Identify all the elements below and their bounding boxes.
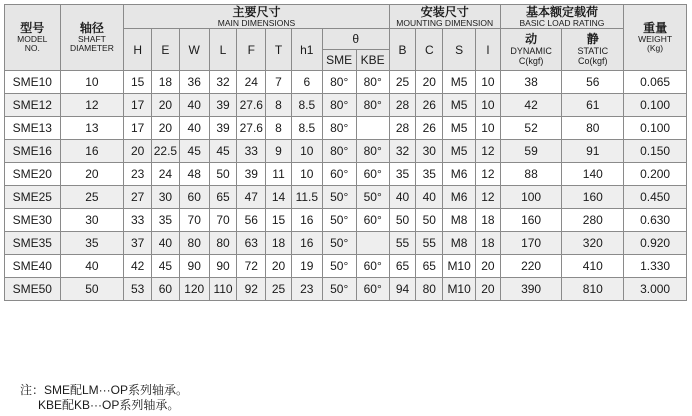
- note-line-1: 注：SME配LM···OP系列轴承。: [20, 383, 189, 397]
- table-row: [5, 278, 687, 301]
- cell-sta: 61: [562, 94, 624, 117]
- cell-l: 39: [209, 94, 237, 117]
- cell-c: 20: [416, 71, 443, 94]
- cell-sme: 80°: [322, 117, 356, 140]
- header-shaft-en2: DIAMETER: [69, 43, 114, 53]
- cell-h: 15: [124, 71, 152, 94]
- cell-l: 12: [476, 163, 501, 186]
- cell-l: 10: [476, 94, 501, 117]
- header-shaft-zh: 轴径: [79, 21, 104, 35]
- cell-w: 48: [179, 163, 209, 186]
- cell-t: 8: [266, 94, 292, 117]
- cell-sme: 50°: [322, 255, 356, 278]
- cell-model: SME13: [5, 117, 61, 140]
- header-mount-s: S: [443, 29, 476, 71]
- header-main-en: MAIN DIMENSIONS: [217, 17, 296, 28]
- cell-s: M5: [443, 140, 476, 163]
- cell-dyn: 59: [500, 140, 562, 163]
- cell-w: 120: [179, 278, 209, 301]
- header-main-dimensions: [124, 5, 389, 29]
- cell-t: 8: [266, 117, 292, 140]
- table-row: [5, 209, 687, 232]
- header-dim-t: T: [266, 29, 292, 71]
- cell-sta: 91: [562, 140, 624, 163]
- cell-l: 50: [209, 163, 237, 186]
- header-mounting-en: MOUNTING DIMENSION: [396, 17, 494, 28]
- header-dynamic-en2: C(kgf): [518, 56, 544, 66]
- cell-c: 50: [416, 209, 443, 232]
- cell-b: 50: [389, 209, 416, 232]
- cell-s: M10: [443, 255, 476, 278]
- cell-b: 35: [389, 163, 416, 186]
- cell-b: 28: [389, 117, 416, 140]
- cell-w: 90: [179, 255, 209, 278]
- cell-e: 20: [152, 94, 180, 117]
- cell-model: SME50: [5, 278, 61, 301]
- cell-l: 20: [476, 278, 501, 301]
- cell-h1: 6: [291, 71, 322, 94]
- cell-h1: 8.5: [291, 117, 322, 140]
- cell-t: 18: [266, 232, 292, 255]
- spec-table: [4, 4, 687, 301]
- cell-sme: 50°: [322, 186, 356, 209]
- cell-d: 10: [60, 71, 124, 94]
- cell-b: 32: [389, 140, 416, 163]
- cell-s: M5: [443, 71, 476, 94]
- notes: [20, 383, 188, 413]
- cell-e: 60: [152, 278, 180, 301]
- cell-l: 90: [209, 255, 237, 278]
- cell-f: 63: [237, 232, 266, 255]
- header-theta-sme: SME: [322, 50, 356, 71]
- cell-h: 53: [124, 278, 152, 301]
- cell-sta: 160: [562, 186, 624, 209]
- cell-f: 24: [237, 71, 266, 94]
- cell-wt: 1.330: [624, 255, 687, 278]
- cell-l: 12: [476, 186, 501, 209]
- cell-t: 9: [266, 140, 292, 163]
- cell-model: SME16: [5, 140, 61, 163]
- cell-w: 36: [179, 71, 209, 94]
- cell-dyn: 160: [500, 209, 562, 232]
- cell-l: 10: [476, 71, 501, 94]
- cell-w: 40: [179, 94, 209, 117]
- cell-c: 30: [416, 140, 443, 163]
- cell-f: 47: [237, 186, 266, 209]
- header-weight-en2: (Kg): [647, 43, 664, 53]
- cell-e: 20: [152, 117, 180, 140]
- cell-kbe: 80°: [356, 94, 389, 117]
- cell-b: 94: [389, 278, 416, 301]
- header-shaft-en1: SHAFT: [77, 34, 106, 44]
- cell-s: M5: [443, 94, 476, 117]
- cell-s: M5: [443, 117, 476, 140]
- cell-f: 72: [237, 255, 266, 278]
- cell-l: 39: [209, 117, 237, 140]
- cell-t: 20: [266, 255, 292, 278]
- table-row: [5, 255, 687, 278]
- cell-l: 10: [476, 117, 501, 140]
- cell-wt: 3.000: [624, 278, 687, 301]
- cell-e: 35: [152, 209, 180, 232]
- cell-sta: 410: [562, 255, 624, 278]
- cell-w: 60: [179, 186, 209, 209]
- cell-c: 65: [416, 255, 443, 278]
- cell-dyn: 220: [500, 255, 562, 278]
- cell-l: 18: [476, 232, 501, 255]
- cell-e: 40: [152, 232, 180, 255]
- cell-kbe: 50°: [356, 186, 389, 209]
- cell-b: 25: [389, 71, 416, 94]
- cell-t: 11: [266, 163, 292, 186]
- cell-l: 70: [209, 209, 237, 232]
- table-row: [5, 71, 687, 94]
- table-row: [5, 186, 687, 209]
- cell-kbe: 60°: [356, 278, 389, 301]
- header-dim-f: F: [237, 29, 266, 71]
- cell-h1: 19: [291, 255, 322, 278]
- cell-h1: 16: [291, 209, 322, 232]
- header-load-rating: [500, 5, 623, 29]
- cell-w: 45: [179, 140, 209, 163]
- header-static-en1: STATIC: [577, 46, 609, 56]
- cell-sme: 80°: [322, 140, 356, 163]
- cell-sta: 810: [562, 278, 624, 301]
- cell-b: 65: [389, 255, 416, 278]
- cell-dyn: 390: [500, 278, 562, 301]
- cell-dyn: 52: [500, 117, 562, 140]
- header-static-zh: 静: [586, 32, 599, 46]
- cell-wt: 0.100: [624, 117, 687, 140]
- cell-h1: 11.5: [291, 186, 322, 209]
- cell-wt: 0.920: [624, 232, 687, 255]
- cell-sme: 50°: [322, 278, 356, 301]
- table-row: [5, 140, 687, 163]
- table-row: [5, 232, 687, 255]
- note-line-2: KBE配KB···OP系列轴承。: [38, 398, 180, 412]
- cell-s: M8: [443, 209, 476, 232]
- header-dim-h1: h1: [291, 29, 322, 71]
- cell-c: 26: [416, 117, 443, 140]
- cell-c: 40: [416, 186, 443, 209]
- cell-wt: 0.200: [624, 163, 687, 186]
- cell-dyn: 88: [500, 163, 562, 186]
- cell-e: 22.5: [152, 140, 180, 163]
- cell-dyn: 38: [500, 71, 562, 94]
- cell-b: 55: [389, 232, 416, 255]
- cell-sme: 50°: [322, 232, 356, 255]
- header-mount-b: B: [389, 29, 416, 71]
- cell-sme: 50°: [322, 209, 356, 232]
- cell-sme: 80°: [322, 71, 356, 94]
- cell-l: 18: [476, 209, 501, 232]
- header-model-en1: MODEL: [17, 34, 48, 44]
- cell-h1: 8.5: [291, 94, 322, 117]
- cell-h: 17: [124, 94, 152, 117]
- cell-w: 80: [179, 232, 209, 255]
- header-load-en: BASIC LOAD RATING: [519, 17, 605, 28]
- cell-t: 7: [266, 71, 292, 94]
- header-mount-l: l: [476, 29, 501, 71]
- cell-l: 45: [209, 140, 237, 163]
- cell-l: 20: [476, 255, 501, 278]
- cell-sta: 320: [562, 232, 624, 255]
- cell-model: SME30: [5, 209, 61, 232]
- cell-d: 50: [60, 278, 124, 301]
- header-mounting-zh: 安装尺寸: [420, 4, 469, 19]
- cell-s: M6: [443, 163, 476, 186]
- cell-h: 20: [124, 140, 152, 163]
- cell-model: SME35: [5, 232, 61, 255]
- cell-w: 70: [179, 209, 209, 232]
- header-mounting-dimension: [389, 5, 500, 29]
- cell-f: 33: [237, 140, 266, 163]
- cell-model: SME10: [5, 71, 61, 94]
- cell-wt: 0.450: [624, 186, 687, 209]
- header-dim-h: H: [124, 29, 152, 71]
- cell-d: 40: [60, 255, 124, 278]
- cell-c: 35: [416, 163, 443, 186]
- header-model: [5, 5, 61, 71]
- cell-sme: 80°: [322, 94, 356, 117]
- cell-h: 27: [124, 186, 152, 209]
- cell-s: M10: [443, 278, 476, 301]
- table-row: [5, 94, 687, 117]
- cell-model: SME25: [5, 186, 61, 209]
- cell-l: 65: [209, 186, 237, 209]
- cell-w: 40: [179, 117, 209, 140]
- cell-kbe: 80°: [356, 140, 389, 163]
- cell-f: 92: [237, 278, 266, 301]
- cell-h: 37: [124, 232, 152, 255]
- cell-f: 27.6: [237, 94, 266, 117]
- cell-dyn: 42: [500, 94, 562, 117]
- cell-e: 18: [152, 71, 180, 94]
- header-main-zh: 主要尺寸: [232, 4, 281, 19]
- cell-sta: 280: [562, 209, 624, 232]
- table-row: [5, 117, 687, 140]
- cell-h1: 10: [291, 140, 322, 163]
- cell-c: 55: [416, 232, 443, 255]
- cell-sta: 140: [562, 163, 624, 186]
- header-dim-l: L: [209, 29, 237, 71]
- cell-model: SME12: [5, 94, 61, 117]
- cell-b: 40: [389, 186, 416, 209]
- cell-kbe: [356, 232, 389, 255]
- cell-e: 30: [152, 186, 180, 209]
- header-dynamic-en1: DYNAMIC: [510, 46, 552, 56]
- header-weight-en1: WEIGHT: [638, 34, 673, 44]
- header-static: [562, 29, 624, 71]
- header-weight-zh: 重量: [643, 21, 668, 35]
- header-static-en2: Co(kgf): [578, 56, 608, 66]
- cell-e: 45: [152, 255, 180, 278]
- cell-d: 16: [60, 140, 124, 163]
- cell-b: 28: [389, 94, 416, 117]
- cell-dyn: 170: [500, 232, 562, 255]
- cell-d: 13: [60, 117, 124, 140]
- header-model-en2: NO.: [24, 43, 40, 53]
- cell-f: 56: [237, 209, 266, 232]
- cell-h1: 16: [291, 232, 322, 255]
- cell-d: 30: [60, 209, 124, 232]
- cell-l: 12: [476, 140, 501, 163]
- cell-kbe: [356, 117, 389, 140]
- cell-d: 12: [60, 94, 124, 117]
- cell-t: 14: [266, 186, 292, 209]
- header-model-zh: 型号: [20, 21, 45, 35]
- cell-h: 42: [124, 255, 152, 278]
- header-dim-w: W: [179, 29, 209, 71]
- cell-h1: 23: [291, 278, 322, 301]
- header-mount-c: C: [416, 29, 443, 71]
- cell-l: 110: [209, 278, 237, 301]
- table-body: [5, 71, 687, 301]
- cell-l: 80: [209, 232, 237, 255]
- cell-c: 26: [416, 94, 443, 117]
- header-dynamic: [500, 29, 562, 71]
- cell-h: 33: [124, 209, 152, 232]
- cell-e: 24: [152, 163, 180, 186]
- cell-model: SME40: [5, 255, 61, 278]
- header-dim-e: E: [152, 29, 180, 71]
- header-theta: θ: [322, 29, 389, 50]
- cell-wt: 0.150: [624, 140, 687, 163]
- header-load-zh: 基本额定载荷: [525, 4, 598, 19]
- cell-dyn: 100: [500, 186, 562, 209]
- cell-f: 39: [237, 163, 266, 186]
- cell-sme: 60°: [322, 163, 356, 186]
- cell-h1: 10: [291, 163, 322, 186]
- cell-s: M6: [443, 186, 476, 209]
- cell-kbe: 60°: [356, 163, 389, 186]
- cell-sta: 80: [562, 117, 624, 140]
- cell-h: 23: [124, 163, 152, 186]
- cell-wt: 0.630: [624, 209, 687, 232]
- cell-d: 25: [60, 186, 124, 209]
- cell-wt: 0.065: [624, 71, 687, 94]
- cell-d: 35: [60, 232, 124, 255]
- cell-f: 27.6: [237, 117, 266, 140]
- cell-kbe: 60°: [356, 209, 389, 232]
- cell-kbe: 80°: [356, 71, 389, 94]
- header-weight: [624, 5, 687, 71]
- table-row: [5, 163, 687, 186]
- cell-l: 32: [209, 71, 237, 94]
- cell-t: 25: [266, 278, 292, 301]
- header-shaft: [60, 5, 124, 71]
- cell-c: 80: [416, 278, 443, 301]
- cell-t: 15: [266, 209, 292, 232]
- header-dynamic-zh: 动: [525, 32, 538, 46]
- cell-model: SME20: [5, 163, 61, 186]
- cell-d: 20: [60, 163, 124, 186]
- cell-kbe: 60°: [356, 255, 389, 278]
- header-theta-kbe: KBE: [356, 50, 389, 71]
- cell-sta: 56: [562, 71, 624, 94]
- cell-h: 17: [124, 117, 152, 140]
- cell-s: M8: [443, 232, 476, 255]
- cell-wt: 0.100: [624, 94, 687, 117]
